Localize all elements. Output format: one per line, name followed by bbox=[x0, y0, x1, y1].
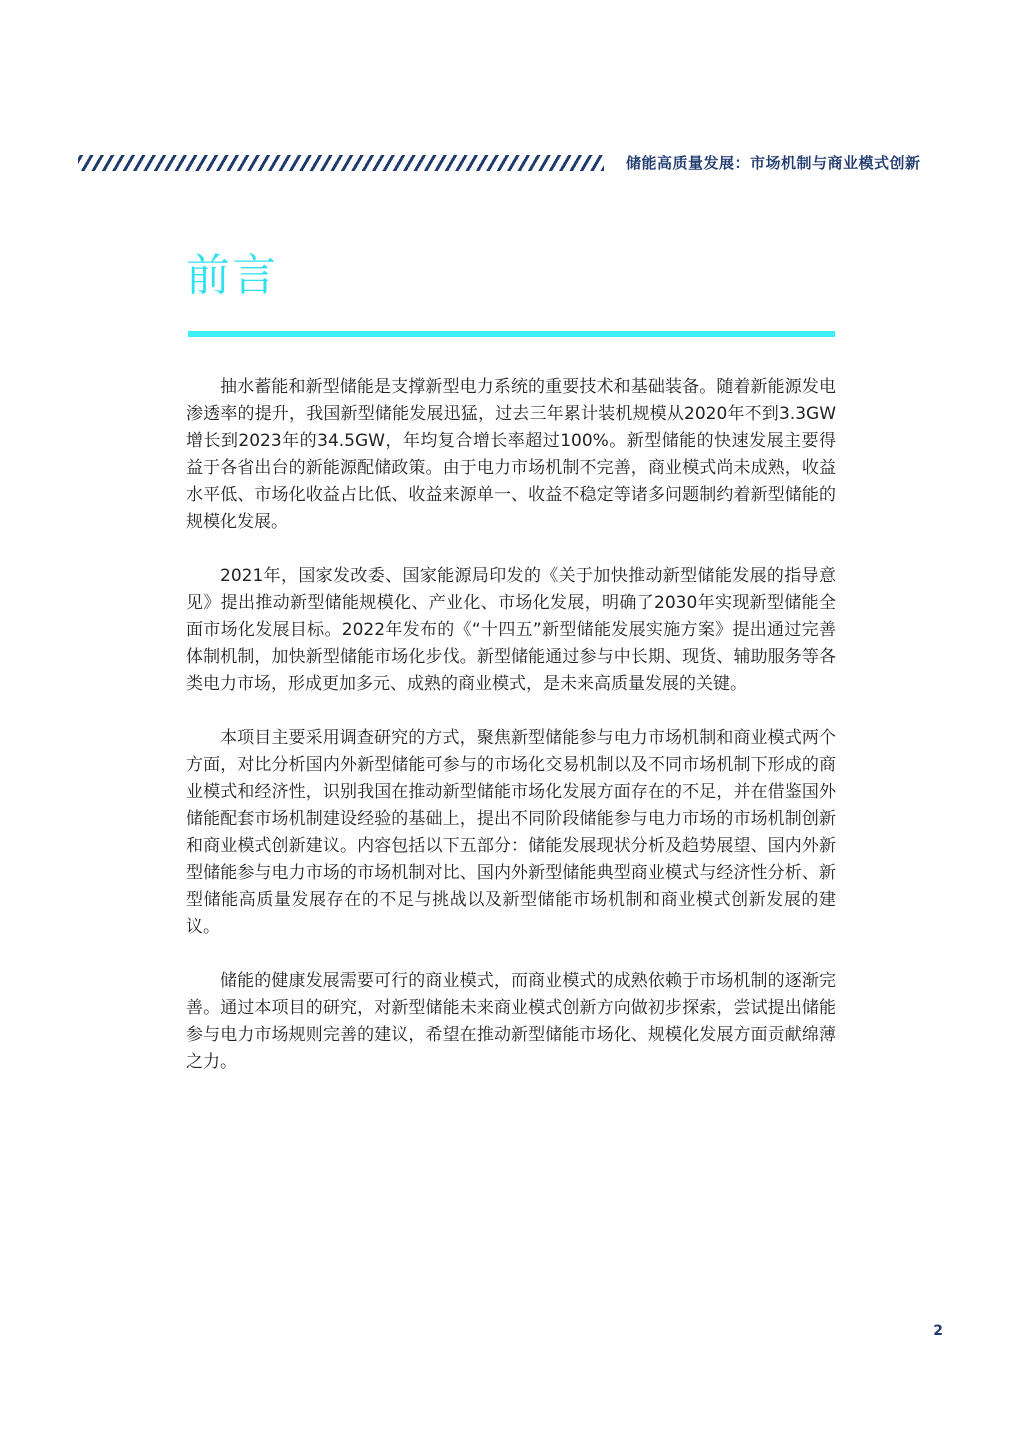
paragraph: 抽水蓄能和新型储能是支撑新型电力系统的重要技术和基础装备。随着新能源发电渗透率的提升，我国新型储能发展迅猛，过去三年累计装机规模从2020年不到3.3GW增长到2023年的34.5GW，年均复合增长率超过100%。新型储能的快速发展主要得益于各省出台的新能源配储政策。由于电力市场机制不完善，商业模式尚未成熟，收益水平低、市场化收益占比低、收益来源单一、收益不稳定等诸多问题制约着新型储能的规模化发展。 bbox=[186, 377, 836, 532]
paragraph: 本项目主要采用调查研究的方式，聚焦新型储能参与电力市场机制和商业模式两个方面，对比分析国内外新型储能可参与的市场化交易机制以及不同市场机制下形成的商业模式和经济性，识别我国在推动新型储能市场化发展方面存在的不足，并在借鉴国外储能配套市场机制建设经验的基础上，提出不同阶段储能参与电力市场的市场机制创新和商业模式创新建议。内容包括以下五部分：储能发展现状分析及趋势展望、国内外新型储能参与电力市场的市场机制对比、国内外新型储能典型商业模式与经济性分析、新型储能高质量发展存在的不足与挑战以及新型储能市场机制和商业模式创新发展的建议。 bbox=[186, 728, 836, 937]
paragraph: 2021年，国家发改委、国家能源局印发的《关于加快推动新型储能发展的指导意见》提出推动新型储能规模化、产业化、市场化发展，明确了2030年实现新型储能全面市场化发展目标。2022年发布的《“十四五”新型储能发展实施方案》提出通过完善体制机制，加快新型储能市场化步伐。新型储能通过参与中长期、现货、辅助服务等各类电力市场，形成更加多元、成熟的商业模式，是未来高质量发展的关键。 bbox=[186, 566, 836, 694]
page-number: 2 bbox=[933, 1323, 943, 1339]
body-text bbox=[186, 374, 836, 1103]
heading-underline bbox=[188, 331, 835, 337]
header-decorative-stripes bbox=[78, 155, 604, 171]
paragraph: 储能的健康发展需要可行的商业模式，而商业模式的成熟依赖于市场机制的逐渐完善。通过本项目的研究，对新型储能未来商业模式创新方向做初步探索，尝试提出储能参与电力市场规则完善的建议，希望在推动新型储能市场化、规模化发展方面贡献绵薄之力。 bbox=[186, 971, 836, 1072]
section-heading: 前言 bbox=[186, 250, 278, 301]
running-header-title: 储能高质量发展：市场机制与商业模式创新 bbox=[626, 154, 921, 172]
